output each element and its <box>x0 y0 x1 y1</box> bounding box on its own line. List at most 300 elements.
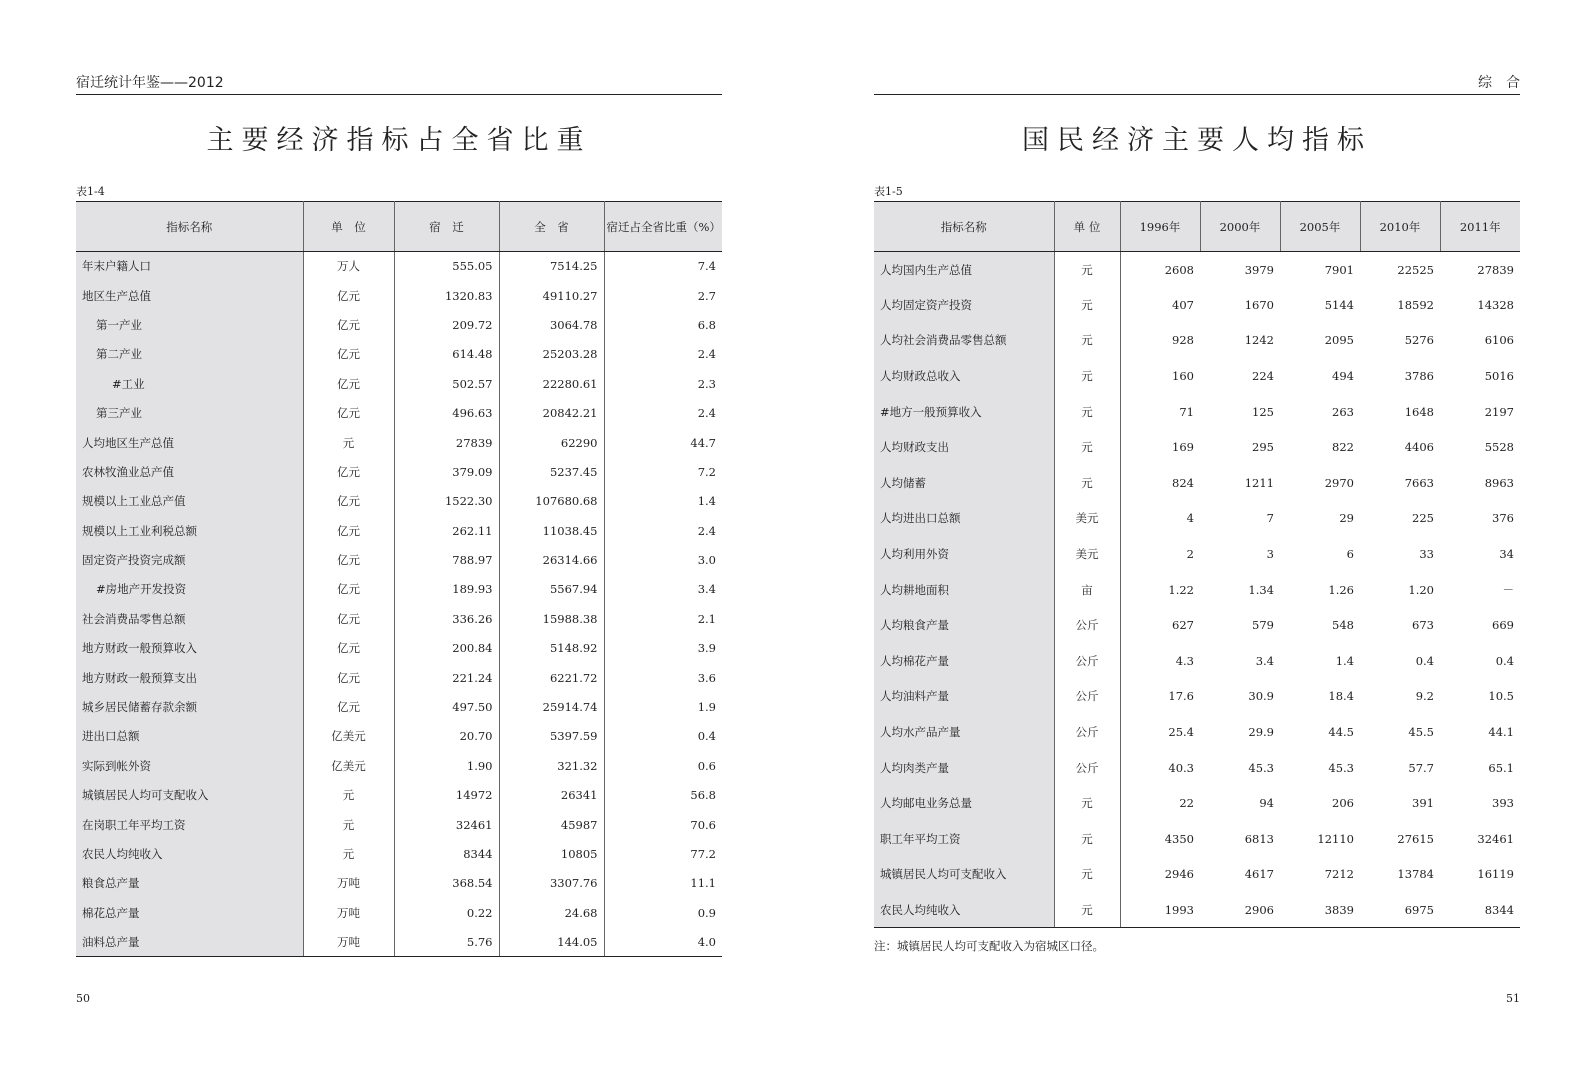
value-2000: 295 <box>1252 440 1274 455</box>
unit-cell: 亿元 <box>303 310 394 339</box>
province-value: 3064.78 <box>499 310 604 339</box>
table-row <box>76 810 722 839</box>
indicator-name: 地方财政一般预算支出 <box>76 663 303 692</box>
value-2005: 12110 <box>1317 831 1354 846</box>
value-2011: 10.5 <box>1488 689 1514 704</box>
unit-cell: 亿元 <box>303 457 394 486</box>
table-row <box>76 340 722 369</box>
unit-cell: 万人 <box>303 252 394 281</box>
running-head-text: 综合 <box>1478 75 1534 91</box>
indicator-name: 粮食总产量 <box>76 869 303 898</box>
indicator-name: 年末户籍人口 <box>76 252 303 281</box>
suqian-value: 1522.30 <box>394 487 499 516</box>
unit-cell: 公斤 <box>1054 679 1120 715</box>
value-2005: 1.26 <box>1328 582 1354 597</box>
value-2005: 1.4 <box>1335 653 1354 668</box>
indicator-name: #房地产开发投资 <box>76 575 303 604</box>
header-indicator: 指标名称 <box>874 202 1054 252</box>
suqian-value: 379.09 <box>394 457 499 486</box>
table-row <box>76 252 722 281</box>
table-row <box>874 643 1520 679</box>
suqian-value: 8344 <box>394 839 499 868</box>
unit-cell: 元 <box>1054 821 1120 857</box>
value-1996: 2946 <box>1164 867 1194 882</box>
value-2011: 14328 <box>1477 297 1514 312</box>
indicator-name: 人均储蓄 <box>874 465 1054 501</box>
share-value: 56.8 <box>690 788 716 803</box>
value-1996: 40.3 <box>1168 760 1194 775</box>
table-row <box>76 575 722 604</box>
value-2010: 7663 <box>1404 475 1434 490</box>
indicator-name: 第一产业 <box>76 310 303 339</box>
value-2011: 8344 <box>1440 892 1520 928</box>
unit-cell: 元 <box>1054 252 1120 288</box>
value-2000: 45.3 <box>1248 760 1274 775</box>
value-2000: 579 <box>1252 618 1274 633</box>
table-header-row <box>874 202 1520 252</box>
value-2011: 6106 <box>1484 333 1514 348</box>
table-row <box>76 781 722 810</box>
value-2010: 1.20 <box>1408 582 1434 597</box>
table-row <box>874 714 1520 750</box>
value-2000: 3979 <box>1244 262 1274 277</box>
table-row <box>76 457 722 486</box>
table-row <box>76 898 722 927</box>
value-2005: 263 <box>1332 404 1354 419</box>
unit-cell: 亿元 <box>303 340 394 369</box>
indicator-name: 人均棉花产量 <box>874 643 1054 679</box>
value-2010: 225 <box>1412 511 1434 526</box>
unit-cell: 亿美元 <box>303 751 394 780</box>
value-2005: 44.5 <box>1328 725 1354 740</box>
share-value: 7.2 <box>697 464 716 479</box>
value-1996: 4 <box>1186 511 1194 526</box>
unit-cell: 元 <box>1054 785 1120 821</box>
table-1-4 <box>76 201 722 957</box>
value-2005: 206 <box>1332 796 1354 811</box>
table-row <box>874 501 1520 537</box>
unit-cell: 元 <box>303 428 394 457</box>
indicator-name: 规模以上工业总产值 <box>76 487 303 516</box>
province-value: 144.05 <box>499 927 604 956</box>
value-2010: 57.7 <box>1408 760 1434 775</box>
province-value: 6221.72 <box>499 663 604 692</box>
indicator-name: 人均肉类产量 <box>874 750 1054 786</box>
suqian-value: 788.97 <box>394 545 499 574</box>
value-2011: 2197 <box>1484 404 1514 419</box>
value-1996: 17.6 <box>1168 689 1194 704</box>
value-2011: 5016 <box>1484 369 1514 384</box>
value-1996: 1993 <box>1120 892 1200 928</box>
indicator-name: 固定资产投资完成额 <box>76 545 303 574</box>
share-value: 3.9 <box>697 641 716 656</box>
indicator-name: 人均地区生产总值 <box>76 428 303 457</box>
province-value: 24.68 <box>499 898 604 927</box>
table-number-1-5: 表1-5 <box>874 185 903 198</box>
header-year-2000: 2000年 <box>1200 202 1280 252</box>
table-row <box>76 663 722 692</box>
indicator-name: 农林牧渔业总产值 <box>76 457 303 486</box>
value-2010: 13784 <box>1397 867 1434 882</box>
header-unit: 单 位 <box>303 202 394 252</box>
unit-cell: 亿元 <box>303 575 394 604</box>
share-value: 44.7 <box>690 435 716 450</box>
suqian-value: 27839 <box>394 428 499 457</box>
table-row <box>76 869 722 898</box>
province-value: 25914.74 <box>499 692 604 721</box>
table-row <box>874 536 1520 572</box>
unit-cell: 元 <box>1054 465 1120 501</box>
table-row <box>76 428 722 457</box>
unit-cell: 万吨 <box>303 927 394 956</box>
value-1996: 160 <box>1172 369 1194 384</box>
value-2000: 7 <box>1266 511 1274 526</box>
share-value: 0.9 <box>697 905 716 920</box>
value-2011: 32461 <box>1477 831 1514 846</box>
indicator-name: 城镇居民人均可支配收入 <box>874 857 1054 893</box>
indicator-name: 人均粮食产量 <box>874 607 1054 643</box>
value-2005: 5144 <box>1324 297 1354 312</box>
page-number: 51 <box>1506 992 1520 1005</box>
province-value: 25203.28 <box>499 340 604 369</box>
value-2005: 6 <box>1346 547 1354 562</box>
share-value: 3.4 <box>697 582 716 597</box>
suqian-value: 200.84 <box>394 634 499 663</box>
share-value: 2.4 <box>697 347 716 362</box>
value-2005: 7212 <box>1324 867 1354 882</box>
value-2000: 125 <box>1252 404 1274 419</box>
unit-cell: 美元 <box>1054 536 1120 572</box>
suqian-value: 5.76 <box>394 927 499 956</box>
value-1996: 2 <box>1186 547 1194 562</box>
header-unit: 单 位 <box>1054 202 1120 252</box>
value-1996: 169 <box>1172 440 1194 455</box>
province-value: 22280.61 <box>499 369 604 398</box>
suqian-value: 20.70 <box>394 722 499 751</box>
running-head-left <box>76 74 722 95</box>
indicator-name: 人均邮电业务总量 <box>874 785 1054 821</box>
indicator-name: 人均进出口总额 <box>874 501 1054 537</box>
value-2011: 27839 <box>1477 262 1514 277</box>
left-page <box>76 0 722 1077</box>
value-2000: 29.9 <box>1248 725 1274 740</box>
unit-cell: 元 <box>303 839 394 868</box>
table-row <box>76 927 722 956</box>
value-2010: 33 <box>1419 547 1434 562</box>
value-1996: 824 <box>1172 475 1194 490</box>
province-value: 5237.45 <box>499 457 604 486</box>
value-2011: － <box>1502 582 1514 597</box>
table-row <box>76 634 722 663</box>
value-2011: 376 <box>1492 511 1514 526</box>
province-value: 107680.68 <box>499 487 604 516</box>
suqian-value: 497.50 <box>394 692 499 721</box>
unit-cell: 亿元 <box>303 369 394 398</box>
value-2005: 45.3 <box>1328 760 1354 775</box>
unit-cell: 元 <box>1054 892 1120 928</box>
indicator-name: 第三产业 <box>76 398 303 427</box>
table-row <box>874 750 1520 786</box>
indicator-name: 地区生产总值 <box>76 281 303 310</box>
province-value: 26314.66 <box>499 545 604 574</box>
value-1996: 71 <box>1179 404 1194 419</box>
share-value: 4.0 <box>604 927 722 956</box>
indicator-name: 人均社会消费品零售总额 <box>874 323 1054 359</box>
province-value: 26341 <box>499 781 604 810</box>
value-2005: 822 <box>1332 440 1354 455</box>
value-2000: 1242 <box>1244 333 1274 348</box>
suqian-value: 209.72 <box>394 310 499 339</box>
unit-cell: 亿元 <box>303 545 394 574</box>
unit-cell: 美元 <box>1054 501 1120 537</box>
table-row <box>874 465 1520 501</box>
share-value: 1.9 <box>697 700 716 715</box>
value-2000: 94 <box>1259 796 1274 811</box>
table-row <box>874 607 1520 643</box>
value-2005: 18.4 <box>1328 689 1354 704</box>
unit-cell: 亿元 <box>303 281 394 310</box>
value-2010: 18592 <box>1397 297 1434 312</box>
value-2011: 34 <box>1499 547 1514 562</box>
value-2010: 22525 <box>1397 262 1434 277</box>
unit-cell: 万吨 <box>303 898 394 927</box>
suqian-value: 614.48 <box>394 340 499 369</box>
unit-cell: 元 <box>1054 857 1120 893</box>
indicator-name: 第二产业 <box>76 340 303 369</box>
table-row <box>874 287 1520 323</box>
header-year-1996: 1996年 <box>1120 202 1200 252</box>
unit-cell: 亩 <box>1054 572 1120 608</box>
value-2011: 669 <box>1492 618 1514 633</box>
suqian-value: 336.26 <box>394 604 499 633</box>
unit-cell: 元 <box>303 810 394 839</box>
value-2010: 0.4 <box>1415 653 1434 668</box>
value-1996: 4350 <box>1164 831 1194 846</box>
table-header-row <box>76 202 722 252</box>
value-1996: 4.3 <box>1175 653 1194 668</box>
share-value: 0.4 <box>697 729 716 744</box>
suqian-value: 0.22 <box>394 898 499 927</box>
value-2010: 5276 <box>1404 333 1434 348</box>
indicator-name: 在岗职工年平均工资 <box>76 810 303 839</box>
suqian-value: 262.11 <box>394 516 499 545</box>
unit-cell: 公斤 <box>1054 750 1120 786</box>
value-2000: 6813 <box>1244 831 1274 846</box>
value-2011: 65.1 <box>1488 760 1514 775</box>
value-2005: 2095 <box>1324 333 1354 348</box>
value-2010: 27615 <box>1397 831 1434 846</box>
value-2010: 9.2 <box>1415 689 1434 704</box>
header-year-2005: 2005年 <box>1280 202 1360 252</box>
indicator-name: 人均耕地面积 <box>874 572 1054 608</box>
table-row <box>874 821 1520 857</box>
table-row <box>874 429 1520 465</box>
header-year-2011: 2011年 <box>1440 202 1520 252</box>
unit-cell: 元 <box>1054 394 1120 430</box>
value-2011: 44.1 <box>1488 725 1514 740</box>
unit-cell: 元 <box>1054 287 1120 323</box>
table-row <box>76 487 722 516</box>
share-value: 1.4 <box>697 494 716 509</box>
share-value: 0.6 <box>697 758 716 773</box>
value-2010: 6975 <box>1360 892 1440 928</box>
share-value: 11.1 <box>690 876 716 891</box>
value-2005: 29 <box>1339 511 1354 526</box>
header-indicator: 指标名称 <box>76 202 303 252</box>
unit-cell: 亿元 <box>303 604 394 633</box>
province-value: 11038.45 <box>499 516 604 545</box>
indicator-name: 人均财政支出 <box>874 429 1054 465</box>
indicator-name: 人均利用外资 <box>874 536 1054 572</box>
share-value: 2.4 <box>697 406 716 421</box>
share-value: 2.3 <box>697 376 716 391</box>
table-row <box>874 394 1520 430</box>
suqian-value: 14972 <box>394 781 499 810</box>
table-row <box>874 679 1520 715</box>
value-1996: 1.22 <box>1168 582 1194 597</box>
value-1996: 407 <box>1172 297 1194 312</box>
province-value: 5397.59 <box>499 722 604 751</box>
value-1996: 627 <box>1172 618 1194 633</box>
indicator-name: #工业 <box>76 369 303 398</box>
table-row <box>76 692 722 721</box>
unit-cell: 亿元 <box>303 663 394 692</box>
unit-cell: 亿元 <box>303 634 394 663</box>
province-value: 5567.94 <box>499 575 604 604</box>
indicator-name: 城乡居民储蓄存款余额 <box>76 692 303 721</box>
suqian-value: 1320.83 <box>394 281 499 310</box>
province-value: 45987 <box>499 810 604 839</box>
province-value: 15988.38 <box>499 604 604 633</box>
right-page <box>874 0 1534 1077</box>
share-value: 70.6 <box>690 817 716 832</box>
indicator-name: 农民人均纯收入 <box>874 892 1054 928</box>
suqian-value: 555.05 <box>394 252 499 281</box>
unit-cell: 元 <box>1054 358 1120 394</box>
indicator-name: 人均财政总收入 <box>874 358 1054 394</box>
table-row <box>76 722 722 751</box>
table-row <box>76 369 722 398</box>
value-1996: 22 <box>1179 796 1194 811</box>
share-value: 3.0 <box>697 553 716 568</box>
value-2011: 16119 <box>1477 867 1514 882</box>
unit-cell: 元 <box>1054 323 1120 359</box>
value-2000: 3.4 <box>1255 653 1274 668</box>
value-2000: 30.9 <box>1248 689 1274 704</box>
unit-cell: 亿元 <box>303 487 394 516</box>
indicator-name: 棉花总产量 <box>76 898 303 927</box>
indicator-name: 地方财政一般预算收入 <box>76 634 303 663</box>
indicator-name: 城镇居民人均可支配收入 <box>76 781 303 810</box>
share-value: 6.8 <box>697 317 716 332</box>
value-2000: 3 <box>1266 547 1274 562</box>
table-row <box>874 572 1520 608</box>
unit-cell: 亿美元 <box>303 722 394 751</box>
province-value: 10805 <box>499 839 604 868</box>
table-row <box>874 785 1520 821</box>
table-row <box>76 604 722 633</box>
table-row <box>76 516 722 545</box>
indicator-name: 社会消费品零售总额 <box>76 604 303 633</box>
unit-cell: 亿元 <box>303 516 394 545</box>
share-value: 77.2 <box>690 847 716 861</box>
indicator-name: 进出口总额 <box>76 722 303 751</box>
value-2010: 4406 <box>1404 440 1434 455</box>
running-head-right <box>874 74 1534 95</box>
table-row <box>874 892 1520 928</box>
value-2000: 4617 <box>1244 867 1274 882</box>
table-row <box>874 358 1520 394</box>
table-row <box>76 839 722 868</box>
table-note: 注：城镇居民人均可支配收入为宿城区口径。 <box>874 939 1104 953</box>
table-title-1-5: 国民经济主要人均指标 <box>1022 125 1372 156</box>
province-value: 321.32 <box>499 751 604 780</box>
header-suqian: 宿 迁 <box>394 202 499 252</box>
share-value: 7.4 <box>697 259 716 274</box>
table-row <box>874 857 1520 893</box>
share-value: 2.7 <box>697 288 716 303</box>
table-row <box>76 398 722 427</box>
value-1996: 25.4 <box>1168 725 1194 740</box>
value-2000: 1670 <box>1244 297 1274 312</box>
province-value: 62290 <box>499 428 604 457</box>
unit-cell: 公斤 <box>1054 643 1120 679</box>
value-2000: 1211 <box>1244 475 1274 490</box>
table-row <box>76 545 722 574</box>
indicator-name: 人均水产品产量 <box>874 714 1054 750</box>
value-2005: 494 <box>1332 369 1354 384</box>
province-value: 7514.25 <box>499 252 604 281</box>
value-2010: 1648 <box>1404 404 1434 419</box>
table-row <box>874 323 1520 359</box>
table-row <box>874 252 1520 288</box>
province-value: 3307.76 <box>499 869 604 898</box>
table-number-1-4: 表1-4 <box>76 185 105 198</box>
header-province: 全 省 <box>499 202 604 252</box>
value-2000: 2906 <box>1200 892 1280 928</box>
table-row <box>76 281 722 310</box>
suqian-value: 189.93 <box>394 575 499 604</box>
value-2010: 673 <box>1412 618 1434 633</box>
indicator-name: 人均油料产量 <box>874 679 1054 715</box>
table-title-1-4: 主要经济指标占全省比重 <box>206 125 592 156</box>
value-2011: 8963 <box>1484 475 1514 490</box>
value-2000: 224 <box>1252 369 1274 384</box>
share-value: 2.1 <box>697 611 716 626</box>
indicator-name: 人均固定资产投资 <box>874 287 1054 323</box>
value-2005: 7901 <box>1324 262 1354 277</box>
value-1996: 928 <box>1172 333 1194 348</box>
province-value: 20842.21 <box>499 398 604 427</box>
value-2005: 2970 <box>1324 475 1354 490</box>
running-head-text: 宿迁统计年鉴——2012 <box>76 75 224 91</box>
suqian-value: 368.54 <box>394 869 499 898</box>
header-year-2010: 2010年 <box>1360 202 1440 252</box>
value-2000: 1.34 <box>1248 582 1274 597</box>
unit-cell: 万吨 <box>303 869 394 898</box>
suqian-value: 32461 <box>394 810 499 839</box>
province-value: 49110.27 <box>499 281 604 310</box>
unit-cell: 亿元 <box>303 398 394 427</box>
indicator-name: 实际到帐外资 <box>76 751 303 780</box>
unit-cell: 公斤 <box>1054 607 1120 643</box>
table-row <box>76 751 722 780</box>
indicator-name: #地方一般预算收入 <box>874 394 1054 430</box>
indicator-name: 农民人均纯收入 <box>76 839 303 868</box>
table-row <box>76 310 722 339</box>
indicator-name: 人均国内生产总值 <box>874 252 1054 288</box>
suqian-value: 496.63 <box>394 398 499 427</box>
